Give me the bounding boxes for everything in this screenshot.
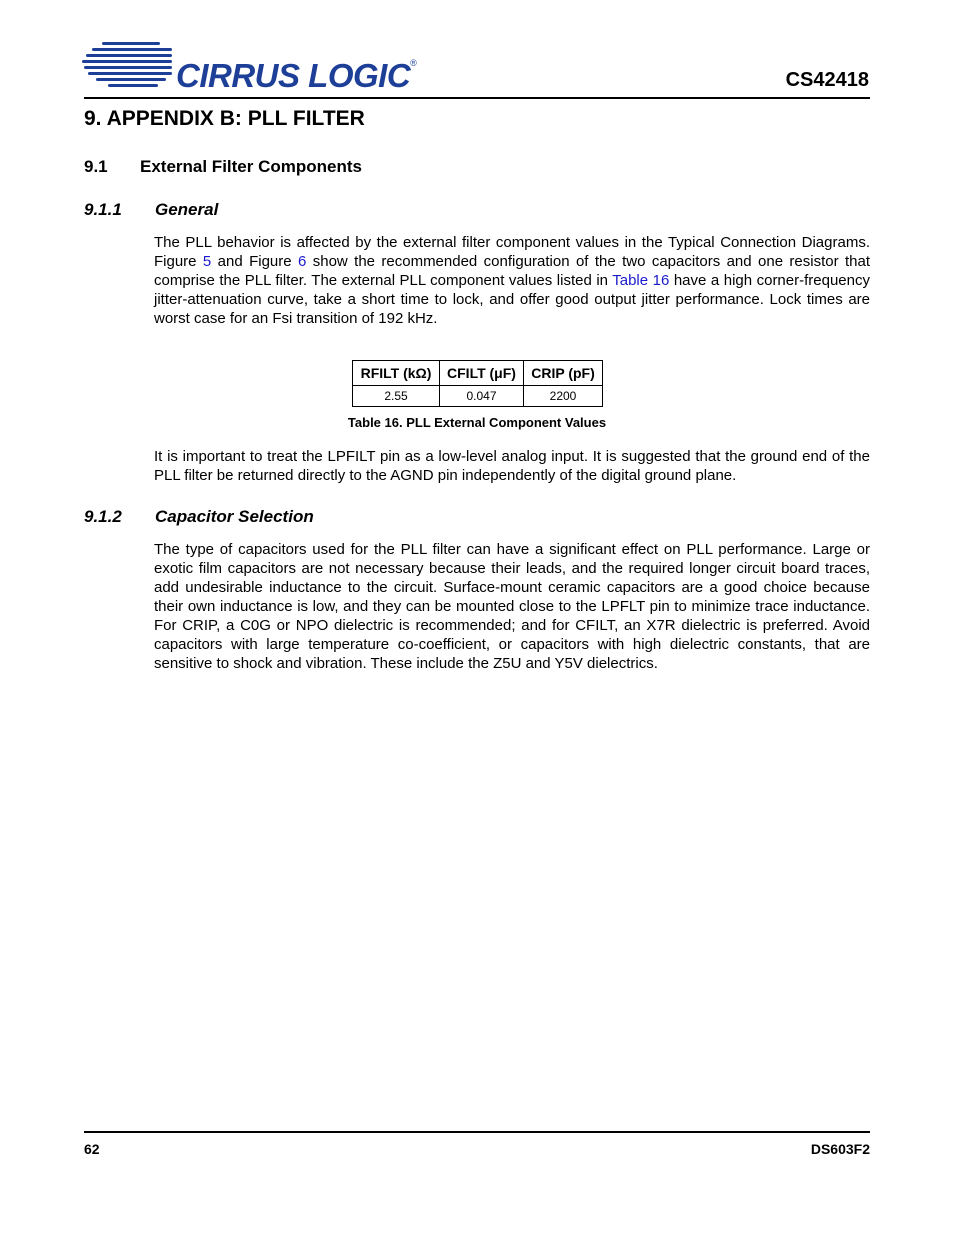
document-id: DS603F2 (810, 1141, 870, 1157)
general-paragraph-2: It is important to treat the LPFILT pin as a low-level analog input. It is suggested that the ground end of the PLL filter be returned directly to the AGND pin independently of the digital ground plane. (154, 448, 870, 484)
header-rule (84, 97, 870, 99)
subsection-heading (84, 157, 362, 177)
cell-cfilt: 0.047 (440, 386, 524, 407)
cirrus-logic-logo-icon (82, 38, 182, 96)
page-number: 62 (84, 1141, 100, 1157)
text-run: and Figure (211, 253, 298, 270)
general-title: General (155, 200, 219, 219)
general-number: 9.1.1 (84, 200, 122, 219)
general-heading (84, 200, 218, 220)
table-16-link[interactable]: Table 16 (612, 272, 670, 289)
cell-rfilt: 2.55 (353, 386, 440, 407)
pll-component-table (352, 360, 603, 407)
section-title: APPENDIX B: PLL FILTER (106, 107, 365, 130)
text-run: show the recommended configuration of the two capacitors and one resistor that comprise the PLL filter. The external PLL component values listed in (154, 253, 871, 289)
cell-crip: 2200 (524, 386, 603, 407)
section-number: 9. (84, 107, 102, 130)
general-paragraph-1 (154, 233, 870, 328)
figure-5-link[interactable]: 5 (202, 253, 212, 270)
capacitor-number: 9.1.2 (84, 507, 122, 526)
header-cfilt: CFILT (μF) (440, 361, 524, 386)
table-caption: Table 16. PLL External Component Values (347, 415, 607, 430)
capacitor-heading (84, 507, 314, 527)
subsection-title: External Filter Components (140, 157, 362, 176)
footer-rule (84, 1131, 870, 1133)
header-rfilt: RFILT (kΩ) (353, 361, 440, 386)
section-heading (84, 107, 365, 131)
capacitor-paragraph: The type of capacitors used for the PLL filter can have a significant effect on PLL performance. Large or exotic film capacitors are not necessary because their leads, and the required longer circuit board traces, add undesirable inductance to the circuit. Surface-mount ceramic capacitors are a good choice because their own inductance is low, and they can be mounted close to the LPFLT pin to minimize trace inductance. For CRIP, a C0G or NPO dielectric is recommended; and for CFILT, an X7R dielectric is preferred. Avoid capacitors with large temperature co-coefficient, or capacitors with high dielectric constants, that are sensitive to shock and vibration. These include the Z5U and Y5V dielectrics. (154, 541, 870, 672)
table-header-row (353, 361, 603, 386)
brand-logo-text: CIRRUS LOGIC® (176, 57, 417, 94)
subsection-number: 9.1 (84, 157, 108, 176)
capacitor-title: Capacitor Selection (155, 507, 314, 526)
header-crip: CRIP (pF) (524, 361, 603, 386)
text-run: The PLL behavior is affected by the external filter component values in the Typical Connection Diagrams. Figure (154, 234, 870, 270)
figure-6-link[interactable]: 6 (298, 253, 307, 270)
text-run: have a high corner-frequency jitter-attenuation curve, take a short time to lock, and offer good output jitter performance. Lock times are worst case for an Fsi transition of 192 kHz. (154, 272, 870, 327)
table-row (353, 386, 603, 407)
part-number: CS42418 (785, 69, 869, 91)
registered-mark: ® (410, 58, 417, 68)
